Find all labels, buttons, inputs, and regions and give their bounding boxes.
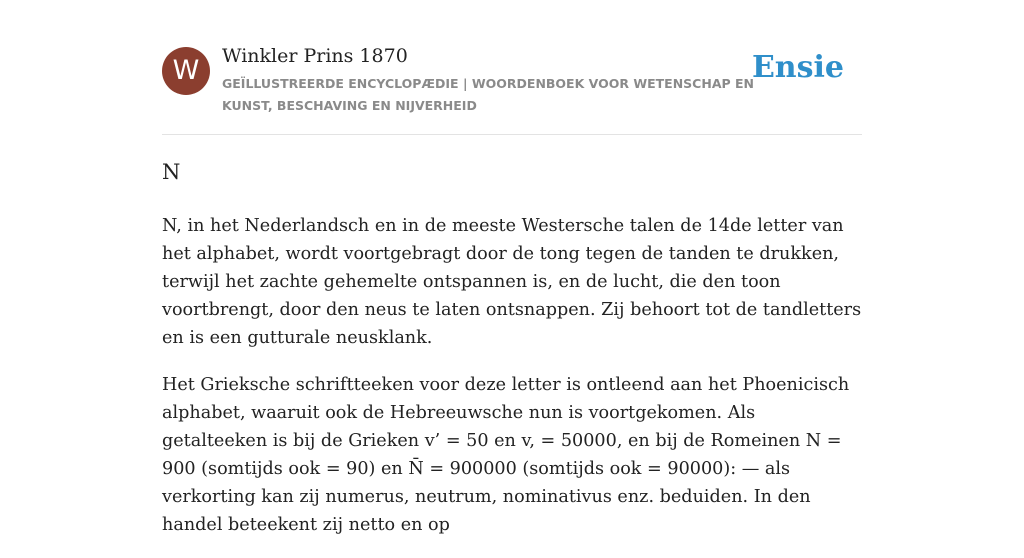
entry-paragraph: N, in het Nederlandsch en in de meeste Westersche talen de 14de letter van het alphabet, wordt voortgebragt door de tong tegen de tanden te drukken, terwijl het zachte gehemelte ontspannen is, en de lucht, die den toon voortbrengt, door den neus te laten ontsnappen. Zij behoort tot de tandletters en is een gutturale neusklank.	[162, 216, 862, 348]
source-header	[162, 0, 862, 135]
entry-paragraph: Het Grieksche schriftteeken voor deze letter is ontleend aan het Phoenicisch alphabet, waaruit ook de Hebreeuwsche nun is voortgekomen. Als getalteeken is bij de Grieken v’ = 50 en v, = 50000, en bij de Romeinen N = 900 (somtijds ook = 90) en N̄ = 900000 (somtijds ook = 90000): — als verkorting kan zij numerus, neutrum, nominativus enz. beduiden. In den handel beteekent zij netto en op	[162, 375, 850, 535]
ensie-logo-link[interactable]: Ensie	[751, 50, 844, 85]
entry-title: N	[162, 160, 181, 184]
page	[162, 0, 862, 535]
source-subtitle: GEÏLLUSTREERDE ENCYCLOPÆDIE | WOORDENBOEK VOOR WETENSCHAP EN KUNST, BESCHAVING EN NIJVERHEID	[222, 76, 755, 113]
source-avatar[interactable]: W	[162, 47, 210, 95]
source-title[interactable]: Winkler Prins 1870	[222, 45, 408, 67]
entry-body	[162, 212, 862, 558]
